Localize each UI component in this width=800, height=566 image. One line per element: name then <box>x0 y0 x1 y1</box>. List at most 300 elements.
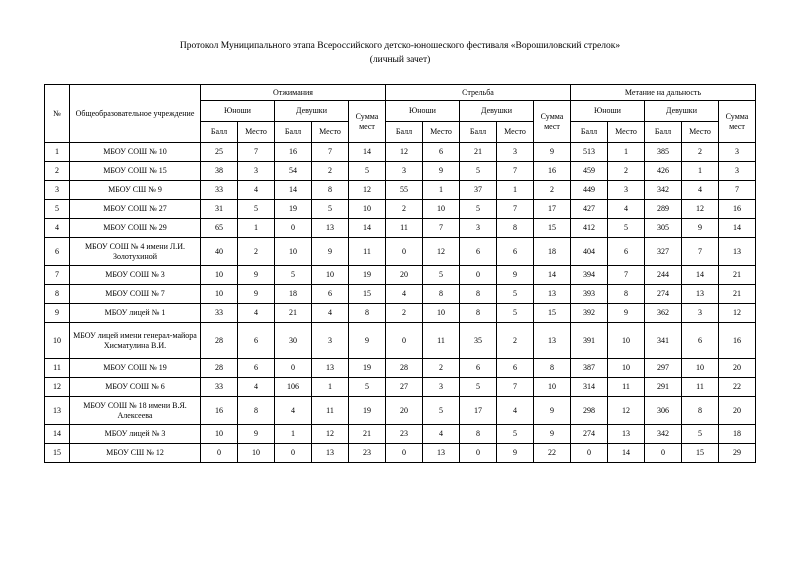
table-row[interactable] <box>45 323 756 359</box>
cell-pushups-girls-place: 9 <box>312 238 349 266</box>
cell-pushups-sum: 11 <box>349 238 386 266</box>
header-shooting-boys-score: Балл <box>386 122 423 143</box>
cell-throwing-boys-place: 12 <box>608 397 645 425</box>
cell-throwing-boys-score: 459 <box>571 162 608 181</box>
cell-shooting-sum: 15 <box>534 219 571 238</box>
cell-throwing-girls-score: 244 <box>645 266 682 285</box>
row-organization: МБОУ лицей № 1 <box>70 304 201 323</box>
table-row[interactable] <box>45 285 756 304</box>
header-shooting-boys: Юноши <box>386 101 460 122</box>
cell-throwing-girls-place: 3 <box>682 304 719 323</box>
cell-throwing-girls-score: 306 <box>645 397 682 425</box>
cell-shooting-girls-score: 0 <box>460 266 497 285</box>
cell-pushups-sum: 8 <box>349 304 386 323</box>
cell-shooting-girls-place: 7 <box>497 378 534 397</box>
cell-throwing-sum: 13 <box>719 238 756 266</box>
cell-pushups-boys-score: 31 <box>201 200 238 219</box>
header-throwing-girls: Девушки <box>645 101 719 122</box>
cell-shooting-boys-place: 1 <box>423 181 460 200</box>
cell-shooting-girls-place: 7 <box>497 162 534 181</box>
header-pushups-boys-place: Место <box>238 122 275 143</box>
cell-shooting-girls-place: 3 <box>497 143 534 162</box>
cell-pushups-boys-place: 7 <box>238 143 275 162</box>
cell-throwing-girls-score: 274 <box>645 285 682 304</box>
cell-pushups-boys-place: 9 <box>238 285 275 304</box>
title-line-secondary: (личный зачет) <box>369 54 431 65</box>
cell-shooting-sum: 10 <box>534 378 571 397</box>
row-number: 6 <box>45 238 70 266</box>
cell-pushups-girls-score: 16 <box>275 143 312 162</box>
header-throwing-boys-score: Балл <box>571 122 608 143</box>
header-pushups-sum: Сумма мест <box>349 101 386 143</box>
cell-shooting-sum: 2 <box>534 181 571 200</box>
cell-shooting-boys-place: 12 <box>423 238 460 266</box>
cell-shooting-boys-place: 3 <box>423 378 460 397</box>
cell-pushups-girls-score: 4 <box>275 397 312 425</box>
results-table <box>44 84 756 464</box>
cell-shooting-sum: 22 <box>534 444 571 463</box>
cell-throwing-boys-score: 394 <box>571 266 608 285</box>
row-number: 12 <box>45 378 70 397</box>
row-organization: МБОУ СОШ № 3 <box>70 266 201 285</box>
cell-pushups-boys-score: 28 <box>201 359 238 378</box>
cell-pushups-boys-score: 33 <box>201 378 238 397</box>
cell-throwing-girls-score: 385 <box>645 143 682 162</box>
row-number: 1 <box>45 143 70 162</box>
cell-shooting-boys-place: 11 <box>423 323 460 359</box>
cell-throwing-boys-score: 392 <box>571 304 608 323</box>
cell-shooting-sum: 9 <box>534 425 571 444</box>
cell-pushups-sum: 5 <box>349 378 386 397</box>
cell-shooting-girls-score: 35 <box>460 323 497 359</box>
cell-shooting-girls-score: 8 <box>460 425 497 444</box>
cell-shooting-boys-place: 5 <box>423 266 460 285</box>
cell-shooting-girls-place: 5 <box>497 304 534 323</box>
header-group-pushups: Отжимания <box>201 84 386 101</box>
cell-pushups-boys-place: 5 <box>238 200 275 219</box>
cell-throwing-boys-place: 5 <box>608 219 645 238</box>
cell-throwing-boys-place: 3 <box>608 181 645 200</box>
cell-pushups-boys-score: 0 <box>201 444 238 463</box>
row-organization: МБОУ СШ № 12 <box>70 444 201 463</box>
cell-pushups-boys-place: 3 <box>238 162 275 181</box>
table-row[interactable] <box>45 397 756 425</box>
cell-throwing-girls-place: 9 <box>682 219 719 238</box>
cell-pushups-boys-score: 16 <box>201 397 238 425</box>
cell-shooting-boys-place: 4 <box>423 425 460 444</box>
cell-shooting-boys-score: 28 <box>386 359 423 378</box>
row-number: 13 <box>45 397 70 425</box>
page-title <box>0 0 800 68</box>
cell-pushups-girls-place: 2 <box>312 162 349 181</box>
cell-pushups-boys-score: 28 <box>201 323 238 359</box>
cell-pushups-girls-place: 5 <box>312 200 349 219</box>
cell-shooting-boys-score: 3 <box>386 162 423 181</box>
cell-throwing-girls-score: 291 <box>645 378 682 397</box>
table-row[interactable] <box>45 219 756 238</box>
row-number: 2 <box>45 162 70 181</box>
cell-throwing-boys-score: 314 <box>571 378 608 397</box>
row-number: 4 <box>45 219 70 238</box>
cell-throwing-sum: 21 <box>719 285 756 304</box>
row-organization: МБОУ СОШ № 7 <box>70 285 201 304</box>
cell-shooting-boys-place: 10 <box>423 304 460 323</box>
cell-throwing-boys-score: 393 <box>571 285 608 304</box>
cell-shooting-boys-place: 9 <box>423 162 460 181</box>
cell-pushups-boys-place: 2 <box>238 238 275 266</box>
row-organization: МБОУ СОШ № 19 <box>70 359 201 378</box>
cell-throwing-boys-score: 391 <box>571 323 608 359</box>
cell-throwing-boys-score: 0 <box>571 444 608 463</box>
cell-shooting-girls-place: 4 <box>497 397 534 425</box>
cell-pushups-sum: 5 <box>349 162 386 181</box>
table-row[interactable] <box>45 143 756 162</box>
header-shooting-girls: Девушки <box>460 101 534 122</box>
header-organization: Общеобразовательное учреждение <box>70 84 201 143</box>
row-number: 9 <box>45 304 70 323</box>
cell-pushups-boys-place: 4 <box>238 181 275 200</box>
cell-pushups-girls-score: 14 <box>275 181 312 200</box>
cell-throwing-sum: 16 <box>719 323 756 359</box>
cell-shooting-girls-score: 3 <box>460 219 497 238</box>
header-pushups-boys-score: Балл <box>201 122 238 143</box>
cell-pushups-girls-place: 1 <box>312 378 349 397</box>
header-shooting-boys-place: Место <box>423 122 460 143</box>
cell-throwing-sum: 3 <box>719 143 756 162</box>
cell-shooting-sum: 9 <box>534 143 571 162</box>
cell-shooting-girls-place: 9 <box>497 444 534 463</box>
header-shooting-girls-place: Место <box>497 122 534 143</box>
cell-shooting-girls-score: 5 <box>460 378 497 397</box>
cell-pushups-sum: 19 <box>349 359 386 378</box>
table-body <box>45 143 756 463</box>
cell-throwing-boys-score: 274 <box>571 425 608 444</box>
cell-throwing-sum: 12 <box>719 304 756 323</box>
table-row[interactable] <box>45 304 756 323</box>
cell-pushups-girls-place: 13 <box>312 359 349 378</box>
cell-throwing-boys-place: 14 <box>608 444 645 463</box>
cell-shooting-boys-place: 10 <box>423 200 460 219</box>
row-organization: МБОУ СШ № 9 <box>70 181 201 200</box>
cell-throwing-boys-score: 298 <box>571 397 608 425</box>
cell-throwing-sum: 16 <box>719 200 756 219</box>
table-row[interactable] <box>45 266 756 285</box>
header-throwing-boys-place: Место <box>608 122 645 143</box>
header-throwing-boys: Юноши <box>571 101 645 122</box>
cell-pushups-sum: 23 <box>349 444 386 463</box>
cell-shooting-sum: 9 <box>534 397 571 425</box>
cell-pushups-girls-place: 3 <box>312 323 349 359</box>
header-throwing-girls-place: Место <box>682 122 719 143</box>
cell-throwing-boys-place: 11 <box>608 378 645 397</box>
table-row[interactable] <box>45 378 756 397</box>
cell-pushups-girls-place: 11 <box>312 397 349 425</box>
row-organization: МБОУ СОШ № 29 <box>70 219 201 238</box>
cell-shooting-boys-score: 23 <box>386 425 423 444</box>
cell-pushups-sum: 14 <box>349 219 386 238</box>
cell-pushups-girls-place: 10 <box>312 266 349 285</box>
row-number: 11 <box>45 359 70 378</box>
cell-shooting-boys-score: 55 <box>386 181 423 200</box>
cell-pushups-boys-score: 10 <box>201 425 238 444</box>
cell-shooting-sum: 16 <box>534 162 571 181</box>
header-shooting-girls-score: Балл <box>460 122 497 143</box>
cell-shooting-boys-score: 2 <box>386 200 423 219</box>
cell-throwing-girls-place: 6 <box>682 323 719 359</box>
row-number: 14 <box>45 425 70 444</box>
cell-throwing-boys-score: 513 <box>571 143 608 162</box>
cell-throwing-sum: 21 <box>719 266 756 285</box>
cell-shooting-boys-place: 2 <box>423 359 460 378</box>
cell-throwing-girls-score: 0 <box>645 444 682 463</box>
cell-shooting-boys-place: 7 <box>423 219 460 238</box>
cell-shooting-sum: 8 <box>534 359 571 378</box>
cell-throwing-sum: 3 <box>719 162 756 181</box>
cell-pushups-boys-place: 4 <box>238 304 275 323</box>
cell-shooting-girls-score: 5 <box>460 162 497 181</box>
header-pushups-girls-place: Место <box>312 122 349 143</box>
cell-shooting-boys-score: 0 <box>386 238 423 266</box>
cell-shooting-girls-score: 8 <box>460 285 497 304</box>
header-number: № <box>45 84 70 143</box>
cell-throwing-sum: 7 <box>719 181 756 200</box>
cell-throwing-sum: 20 <box>719 359 756 378</box>
cell-throwing-girls-place: 15 <box>682 444 719 463</box>
cell-throwing-girls-score: 341 <box>645 323 682 359</box>
row-number: 5 <box>45 200 70 219</box>
cell-shooting-boys-score: 12 <box>386 143 423 162</box>
header-shooting-sum: Сумма мест <box>534 101 571 143</box>
cell-throwing-boys-place: 10 <box>608 359 645 378</box>
cell-throwing-boys-score: 404 <box>571 238 608 266</box>
row-number: 15 <box>45 444 70 463</box>
cell-pushups-girls-score: 30 <box>275 323 312 359</box>
header-group-throwing: Метание на дальность <box>571 84 756 101</box>
cell-throwing-boys-place: 1 <box>608 143 645 162</box>
cell-shooting-girls-place: 7 <box>497 200 534 219</box>
row-organization: МБОУ СОШ № 27 <box>70 200 201 219</box>
row-organization: МБОУ СОШ № 4 имени Л.И. Золотухиной <box>70 238 201 266</box>
cell-pushups-girls-score: 1 <box>275 425 312 444</box>
cell-throwing-girls-place: 11 <box>682 378 719 397</box>
cell-pushups-girls-score: 106 <box>275 378 312 397</box>
cell-throwing-sum: 14 <box>719 219 756 238</box>
cell-shooting-boys-place: 8 <box>423 285 460 304</box>
cell-shooting-boys-score: 2 <box>386 304 423 323</box>
cell-shooting-girls-score: 5 <box>460 200 497 219</box>
cell-pushups-boys-score: 33 <box>201 304 238 323</box>
cell-pushups-sum: 15 <box>349 285 386 304</box>
cell-pushups-boys-place: 9 <box>238 266 275 285</box>
cell-shooting-girls-place: 2 <box>497 323 534 359</box>
table-row[interactable] <box>45 425 756 444</box>
row-organization: МБОУ СОШ № 18 имени В.Я. Алексеева <box>70 397 201 425</box>
cell-pushups-boys-place: 9 <box>238 425 275 444</box>
cell-pushups-boys-score: 65 <box>201 219 238 238</box>
cell-shooting-girls-score: 6 <box>460 359 497 378</box>
cell-pushups-boys-place: 6 <box>238 359 275 378</box>
cell-throwing-boys-score: 387 <box>571 359 608 378</box>
cell-shooting-boys-score: 4 <box>386 285 423 304</box>
cell-throwing-girls-place: 7 <box>682 238 719 266</box>
cell-pushups-girls-score: 21 <box>275 304 312 323</box>
row-number: 3 <box>45 181 70 200</box>
cell-shooting-girls-score: 6 <box>460 238 497 266</box>
cell-shooting-girls-place: 6 <box>497 359 534 378</box>
table-row[interactable] <box>45 162 756 181</box>
cell-shooting-sum: 15 <box>534 304 571 323</box>
row-organization: МБОУ СОШ № 15 <box>70 162 201 181</box>
cell-throwing-girls-score: 342 <box>645 181 682 200</box>
row-organization: МБОУ СОШ № 6 <box>70 378 201 397</box>
cell-throwing-girls-place: 4 <box>682 181 719 200</box>
row-organization: МБОУ лицей № 3 <box>70 425 201 444</box>
cell-throwing-girls-score: 342 <box>645 425 682 444</box>
cell-pushups-sum: 19 <box>349 397 386 425</box>
cell-pushups-sum: 21 <box>349 425 386 444</box>
cell-throwing-boys-place: 7 <box>608 266 645 285</box>
table-row[interactable] <box>45 200 756 219</box>
cell-shooting-boys-place: 6 <box>423 143 460 162</box>
table-row[interactable] <box>45 359 756 378</box>
cell-pushups-sum: 14 <box>349 143 386 162</box>
cell-throwing-sum: 29 <box>719 444 756 463</box>
cell-pushups-girls-place: 8 <box>312 181 349 200</box>
cell-shooting-boys-score: 0 <box>386 323 423 359</box>
title-line-primary: Протокол Муниципального этапа Всероссийского детско-юношеского фестиваля «Ворошиловский стрелок» <box>179 41 621 51</box>
cell-throwing-girls-score: 305 <box>645 219 682 238</box>
cell-shooting-boys-score: 0 <box>386 444 423 463</box>
cell-pushups-girls-place: 13 <box>312 444 349 463</box>
cell-shooting-boys-score: 20 <box>386 397 423 425</box>
cell-throwing-girls-score: 426 <box>645 162 682 181</box>
cell-shooting-sum: 14 <box>534 266 571 285</box>
cell-pushups-girls-score: 19 <box>275 200 312 219</box>
cell-throwing-sum: 18 <box>719 425 756 444</box>
cell-pushups-boys-score: 10 <box>201 266 238 285</box>
cell-shooting-boys-score: 11 <box>386 219 423 238</box>
cell-pushups-girls-score: 10 <box>275 238 312 266</box>
cell-throwing-boys-score: 427 <box>571 200 608 219</box>
cell-shooting-boys-score: 20 <box>386 266 423 285</box>
cell-shooting-sum: 17 <box>534 200 571 219</box>
cell-pushups-girls-place: 12 <box>312 425 349 444</box>
cell-throwing-girls-score: 362 <box>645 304 682 323</box>
cell-throwing-boys-score: 412 <box>571 219 608 238</box>
header-pushups-girls: Девушки <box>275 101 349 122</box>
cell-pushups-boys-score: 10 <box>201 285 238 304</box>
cell-pushups-boys-place: 6 <box>238 323 275 359</box>
cell-shooting-girls-score: 8 <box>460 304 497 323</box>
cell-throwing-girls-score: 289 <box>645 200 682 219</box>
cell-pushups-sum: 19 <box>349 266 386 285</box>
header-pushups-boys: Юноши <box>201 101 275 122</box>
cell-shooting-girls-score: 0 <box>460 444 497 463</box>
cell-shooting-girls-place: 1 <box>497 181 534 200</box>
cell-shooting-sum: 18 <box>534 238 571 266</box>
cell-shooting-boys-score: 27 <box>386 378 423 397</box>
cell-pushups-girls-place: 4 <box>312 304 349 323</box>
header-group-shooting: Стрельба <box>386 84 571 101</box>
cell-pushups-boys-score: 40 <box>201 238 238 266</box>
cell-pushups-boys-place: 10 <box>238 444 275 463</box>
cell-throwing-boys-place: 10 <box>608 323 645 359</box>
header-pushups-girls-score: Балл <box>275 122 312 143</box>
table-header <box>45 84 756 143</box>
cell-throwing-girls-place: 12 <box>682 200 719 219</box>
cell-throwing-girls-place: 1 <box>682 162 719 181</box>
row-number: 8 <box>45 285 70 304</box>
cell-throwing-boys-place: 8 <box>608 285 645 304</box>
cell-pushups-boys-place: 8 <box>238 397 275 425</box>
cell-pushups-girls-score: 54 <box>275 162 312 181</box>
cell-shooting-girls-place: 8 <box>497 219 534 238</box>
cell-pushups-girls-place: 7 <box>312 143 349 162</box>
cell-pushups-sum: 9 <box>349 323 386 359</box>
row-organization: МБОУ СОШ № 10 <box>70 143 201 162</box>
cell-throwing-girls-score: 327 <box>645 238 682 266</box>
cell-pushups-girls-place: 13 <box>312 219 349 238</box>
cell-shooting-girls-score: 21 <box>460 143 497 162</box>
header-throwing-girls-score: Балл <box>645 122 682 143</box>
table-row[interactable] <box>45 444 756 463</box>
cell-shooting-sum: 13 <box>534 285 571 304</box>
header-throwing-sum: Сумма мест <box>719 101 756 143</box>
cell-throwing-girls-place: 14 <box>682 266 719 285</box>
cell-throwing-boys-place: 4 <box>608 200 645 219</box>
cell-throwing-sum: 20 <box>719 397 756 425</box>
cell-pushups-sum: 12 <box>349 181 386 200</box>
cell-throwing-girls-place: 5 <box>682 425 719 444</box>
cell-pushups-boys-place: 4 <box>238 378 275 397</box>
cell-shooting-boys-place: 13 <box>423 444 460 463</box>
cell-throwing-sum: 22 <box>719 378 756 397</box>
table-row[interactable] <box>45 181 756 200</box>
row-organization: МБОУ лицей имени генерал-майора Хисматулина В.И. <box>70 323 201 359</box>
cell-throwing-boys-place: 2 <box>608 162 645 181</box>
cell-throwing-girls-place: 13 <box>682 285 719 304</box>
cell-shooting-girls-place: 6 <box>497 238 534 266</box>
table-row[interactable] <box>45 238 756 266</box>
cell-shooting-boys-place: 5 <box>423 397 460 425</box>
cell-shooting-girls-score: 37 <box>460 181 497 200</box>
cell-throwing-boys-place: 9 <box>608 304 645 323</box>
cell-pushups-boys-score: 38 <box>201 162 238 181</box>
cell-pushups-boys-score: 25 <box>201 143 238 162</box>
cell-throwing-boys-place: 6 <box>608 238 645 266</box>
header-row-groups <box>45 84 756 101</box>
cell-pushups-girls-score: 5 <box>275 266 312 285</box>
cell-pushups-sum: 10 <box>349 200 386 219</box>
cell-shooting-girls-place: 9 <box>497 266 534 285</box>
cell-pushups-girls-score: 0 <box>275 219 312 238</box>
cell-pushups-girls-score: 18 <box>275 285 312 304</box>
cell-pushups-girls-score: 0 <box>275 359 312 378</box>
cell-throwing-girls-place: 2 <box>682 143 719 162</box>
cell-throwing-girls-score: 297 <box>645 359 682 378</box>
cell-throwing-boys-place: 13 <box>608 425 645 444</box>
cell-pushups-girls-score: 0 <box>275 444 312 463</box>
cell-shooting-girls-place: 5 <box>497 425 534 444</box>
cell-throwing-girls-place: 8 <box>682 397 719 425</box>
cell-pushups-girls-place: 6 <box>312 285 349 304</box>
cell-shooting-sum: 13 <box>534 323 571 359</box>
cell-pushups-boys-score: 33 <box>201 181 238 200</box>
cell-throwing-boys-score: 449 <box>571 181 608 200</box>
cell-shooting-girls-place: 5 <box>497 285 534 304</box>
row-number: 10 <box>45 323 70 359</box>
row-number: 7 <box>45 266 70 285</box>
